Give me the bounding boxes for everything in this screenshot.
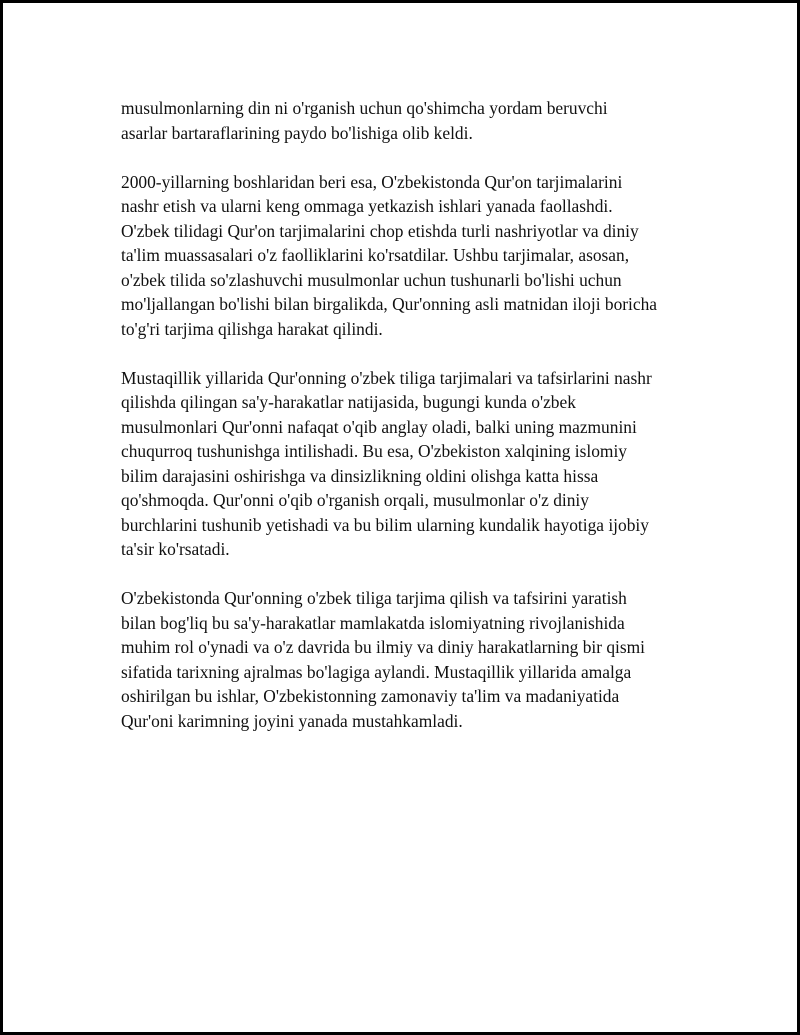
text-line: asarlar bartaraflarining paydo bo'lishiga olib keldi. xyxy=(121,122,473,143)
text-line: bilan bog'liq bu sa'y-harakatlar mamlakatda islomiyatning rivojlanishida xyxy=(121,612,625,633)
text-line: to'g'ri tarjima qilishga harakat qilindi. xyxy=(121,318,383,339)
text-line: oshirilgan bu ishlar, O'zbekistonning zamonaviy ta'lim va madaniyatida xyxy=(121,686,620,706)
paragraph-4 xyxy=(121,586,701,733)
text-line: ta'sir ko'rsatadi. xyxy=(121,539,230,559)
text-line: musulmonlarning din ni o'rganish uchun qo'shimcha yordam beruvchi xyxy=(121,98,608,118)
text-line: O'zbekistonda Qur'onning o'zbek tiliga tarjima qilish va tafsirini yaratish xyxy=(121,588,627,608)
text-line: muhim rol o'ynadi va o'z davrida bu ilmiy va diniy harakatlarning bir qismi xyxy=(121,637,646,657)
text-line: qo'shmoqda. Qur'onni o'qib o'rganish orqali, musulmonlar o'z diniy xyxy=(121,490,589,510)
text-line: qilishda qilingan sa'y-harakatlar natijasida, bugungi kunda o'zbek xyxy=(121,392,576,412)
text-line: Mustaqillik yillarida Qur'onning o'zbek tiliga tarjimalari va tafsirlarini nashr xyxy=(121,367,652,388)
text-line: O'zbek tilidagi Qur'on tarjimalarini chop etishda turli nashriyotlar va diniy xyxy=(121,220,639,241)
text-line: mo'ljallangan bo'lishi bilan birgalikda, Qur'onning asli matnidan iloji boricha xyxy=(121,294,658,314)
document-body xyxy=(121,96,701,758)
text-line: ta'lim muassasalari o'z faolliklarini ko'rsatdilar. Ushbu tarjimalar, asosan, xyxy=(121,245,630,265)
text-line: chuqurroq tushunishga intilishadi. Bu esa, O'zbekiston xalqining islomiy xyxy=(121,441,627,461)
text-line: Qur'oni karimning joyini yanada mustahkamladi. xyxy=(121,710,463,731)
paragraph-2 xyxy=(121,170,701,342)
paragraph-3 xyxy=(121,366,701,562)
text-line: sifatida tarixning ajralmas bo'lagiga aylandi. Mustaqillik yillarida amalga xyxy=(121,661,632,682)
text-line: musulmonlari Qur'onni nafaqat o'qib anglay oladi, balki uning mazmunini xyxy=(121,416,637,437)
text-line: bilim darajasini oshirishga va dinsizlikning oldini olishga katta hissa xyxy=(121,465,599,486)
text-line: 2000-yillarning boshlaridan beri esa, O'zbekistonda Qur'on tarjimalarini xyxy=(121,171,623,192)
paragraph-1 xyxy=(121,96,701,145)
text-line: burchlarini tushunib yetishadi va bu bilim ularning kundalik hayotiga ijobiy xyxy=(121,514,649,535)
text-line: o'zbek tilida so'zlashuvchi musulmonlar uchun tushunarli bo'lishi uchun xyxy=(121,269,622,290)
text-line: nashr etish va ularni keng ommaga yetkazish ishlari yanada faollashdi. xyxy=(121,196,613,216)
